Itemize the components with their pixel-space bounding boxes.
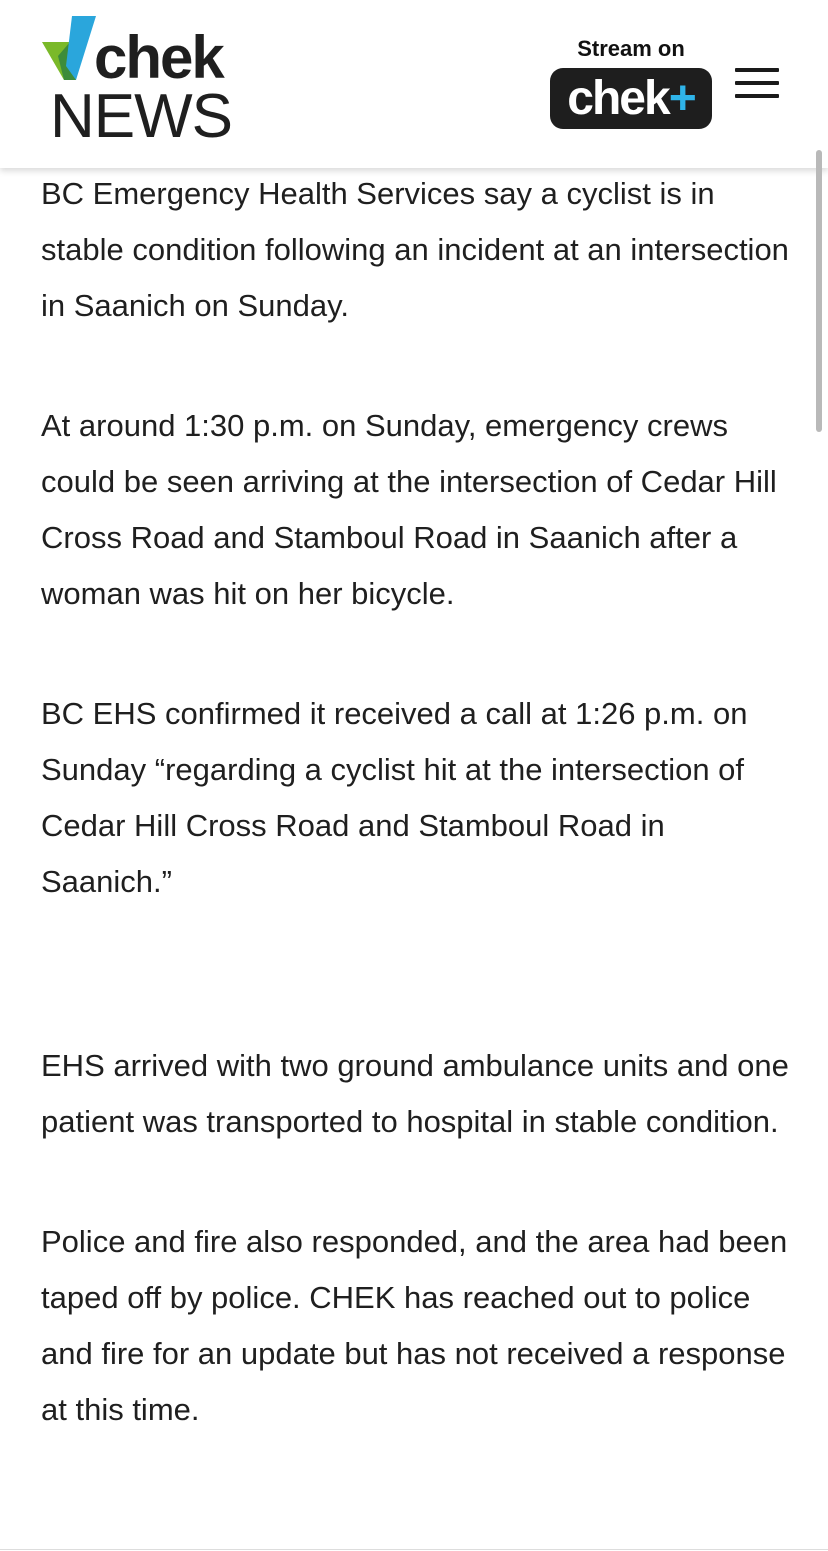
article-paragraph: At around 1:30 p.m. on Sunday, emergency crews could be seen arriving at the intersection of Cedar Hill Cross Road and Stamboul Road in Saanich after a woman was hit on her bicycle. [41, 408, 777, 611]
menu-bar-middle [735, 81, 779, 85]
logo-word-chek: chek [94, 24, 223, 91]
stream-on-chek-plus-link[interactable] [550, 36, 712, 131]
stream-on-label: Stream on [577, 36, 685, 61]
chek-check-mark-icon [40, 16, 100, 86]
page-scrollbar[interactable] [816, 150, 822, 432]
article-paragraph: Police and fire also responded, and the area had been taped off by police. CHEK has reached out to police and fire for an update but has not received a response at this time. [41, 1224, 788, 1427]
article-paragraph: EHS arrived with two ground ambulance units and one patient was transported to hospital in stable condition. [41, 1048, 789, 1139]
menu-bar-top [735, 68, 779, 72]
menu-bar-bottom [735, 94, 779, 98]
chek-news-logo[interactable] [40, 16, 270, 151]
chek-plus-badge [550, 68, 712, 129]
site-header [0, 0, 828, 168]
logo-word-news: NEWS [50, 82, 232, 151]
article-body [41, 166, 801, 1438]
article-paragraph: BC Emergency Health Services say a cyclist is in stable condition following an incident at an intersection in Saanich on Sunday. [41, 176, 789, 323]
hamburger-menu-icon[interactable] [730, 62, 784, 106]
bottom-divider [0, 1549, 828, 1550]
chek-plus-badge-text: chek [567, 72, 669, 125]
plus-sign: + [668, 72, 695, 125]
article-paragraph: BC EHS confirmed it received a call at 1:26 p.m. on Sunday “regarding a cyclist hit at the intersection of Cedar Hill Cross Road and Stamboul Road in Saanich.” [41, 696, 748, 899]
